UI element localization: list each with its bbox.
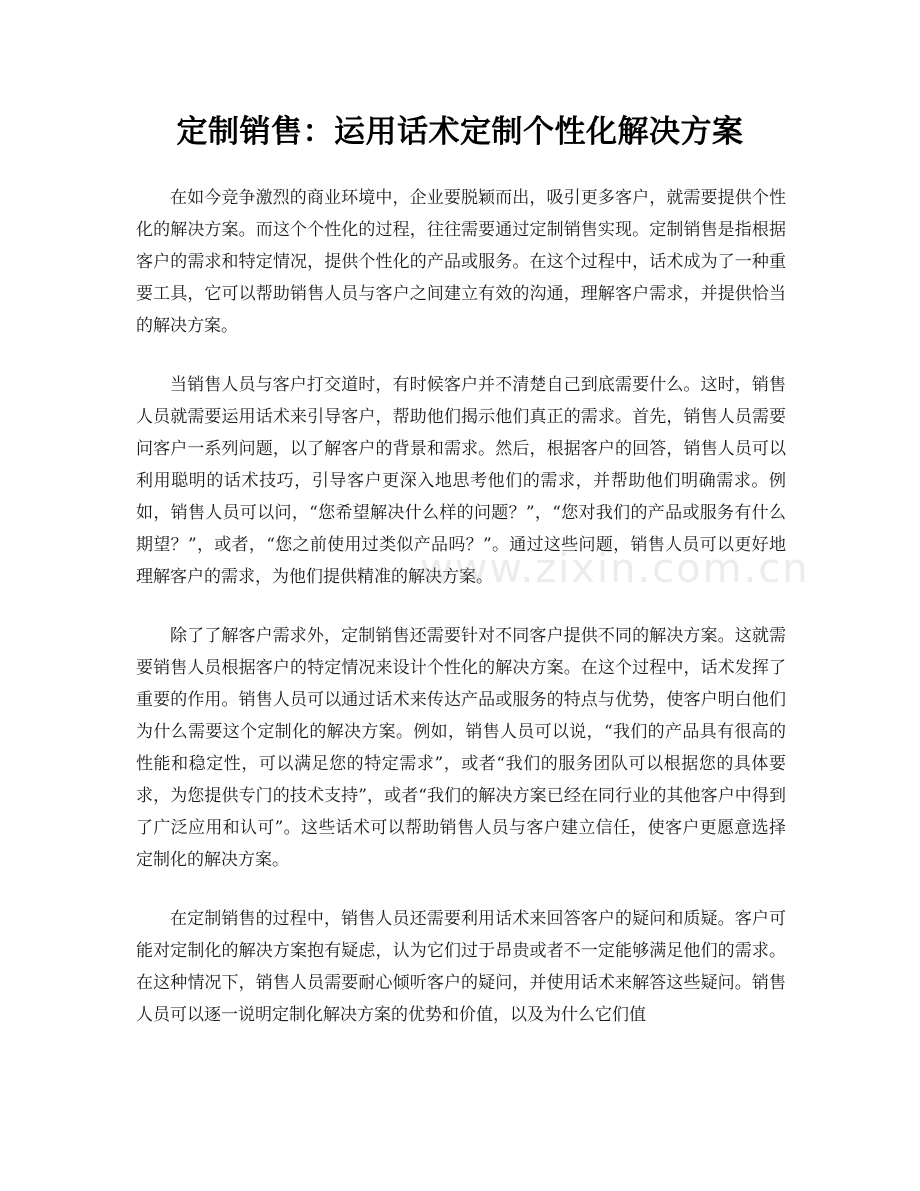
watermark-text: www.zixin.com.cn	[420, 546, 810, 592]
document-body	[136, 182, 786, 1058]
paragraph-2: 当销售人员与客户打交道时，有时候客户并不清楚自己到底需要什么。这时，销售人员就需要运用话术来引导客户，帮助他们揭示他们真正的需求。首先，销售人员需要问客户一系列问题，以了解客户的背景和需求。然后，根据客户的回答，销售人员可以利用聪明的话术技巧，引导客户更深入地思考他们的需求，并帮助他们明确需求。例如，销售人员可以问，“您希望解决什么样的问题？”，“您对我们的产品或服务有什么期望？”，或者，“您之前使用过类似产品吗？”。通过这些问题，销售人员可以更好地理解客户的需求，为他们提供精准的解决方案。	[136, 375, 786, 587]
document-title: 定制销售：运用话术定制个性化解决方案	[176, 114, 744, 150]
paragraph-4: 在定制销售的过程中，销售人员还需要利用话术来回答客户的疑问和质疑。客户可能对定制化的解决方案抱有疑虑，认为它们过于昂贵或者不一定能够满足他们的需求。在这种情况下，销售人员需要耐心倾听客户的疑问，并使用话术来解答这些疑问。销售人员可以逐一说明定制化解决方案的优势和价值，以及为什么它们值	[136, 909, 786, 1025]
paragraph-3: 除了了解客户需求外，定制销售还需要针对不同客户提供不同的解决方案。这就需要销售人员根据客户的特定情况来设计个性化的解决方案。在这个过程中，话术发挥了重要的作用。销售人员可以通过话术来传达产品或服务的特点与优势，使客户明白他们为什么需要这个定制化的解决方案。例如，销售人员可以说，“我们的产品具有很高的性能和稳定性，可以满足您的特定需求”，或者“我们的服务团队可以根据您的具体要求，为您提供专门的技术支持”，或者“我们的解决方案已经在同行业的其他客户中得到了广泛应用和认可”。这些话术可以帮助销售人员与客户建立信任，使客户更愿意选择定制化的解决方案。	[136, 626, 786, 870]
paragraph-1: 在如今竞争激烈的商业环境中，企业要脱颖而出，吸引更多客户，就需要提供个性化的解决方案。而这个个性化的过程，往往需要通过定制销售实现。定制销售是指根据客户的需求和特定情况，提供个性化的产品或服务。在这个过程中，话术成为了一种重要工具，它可以帮助销售人员与客户之间建立有效的沟通，理解客户需求，并提供恰当的解决方案。	[136, 188, 786, 336]
